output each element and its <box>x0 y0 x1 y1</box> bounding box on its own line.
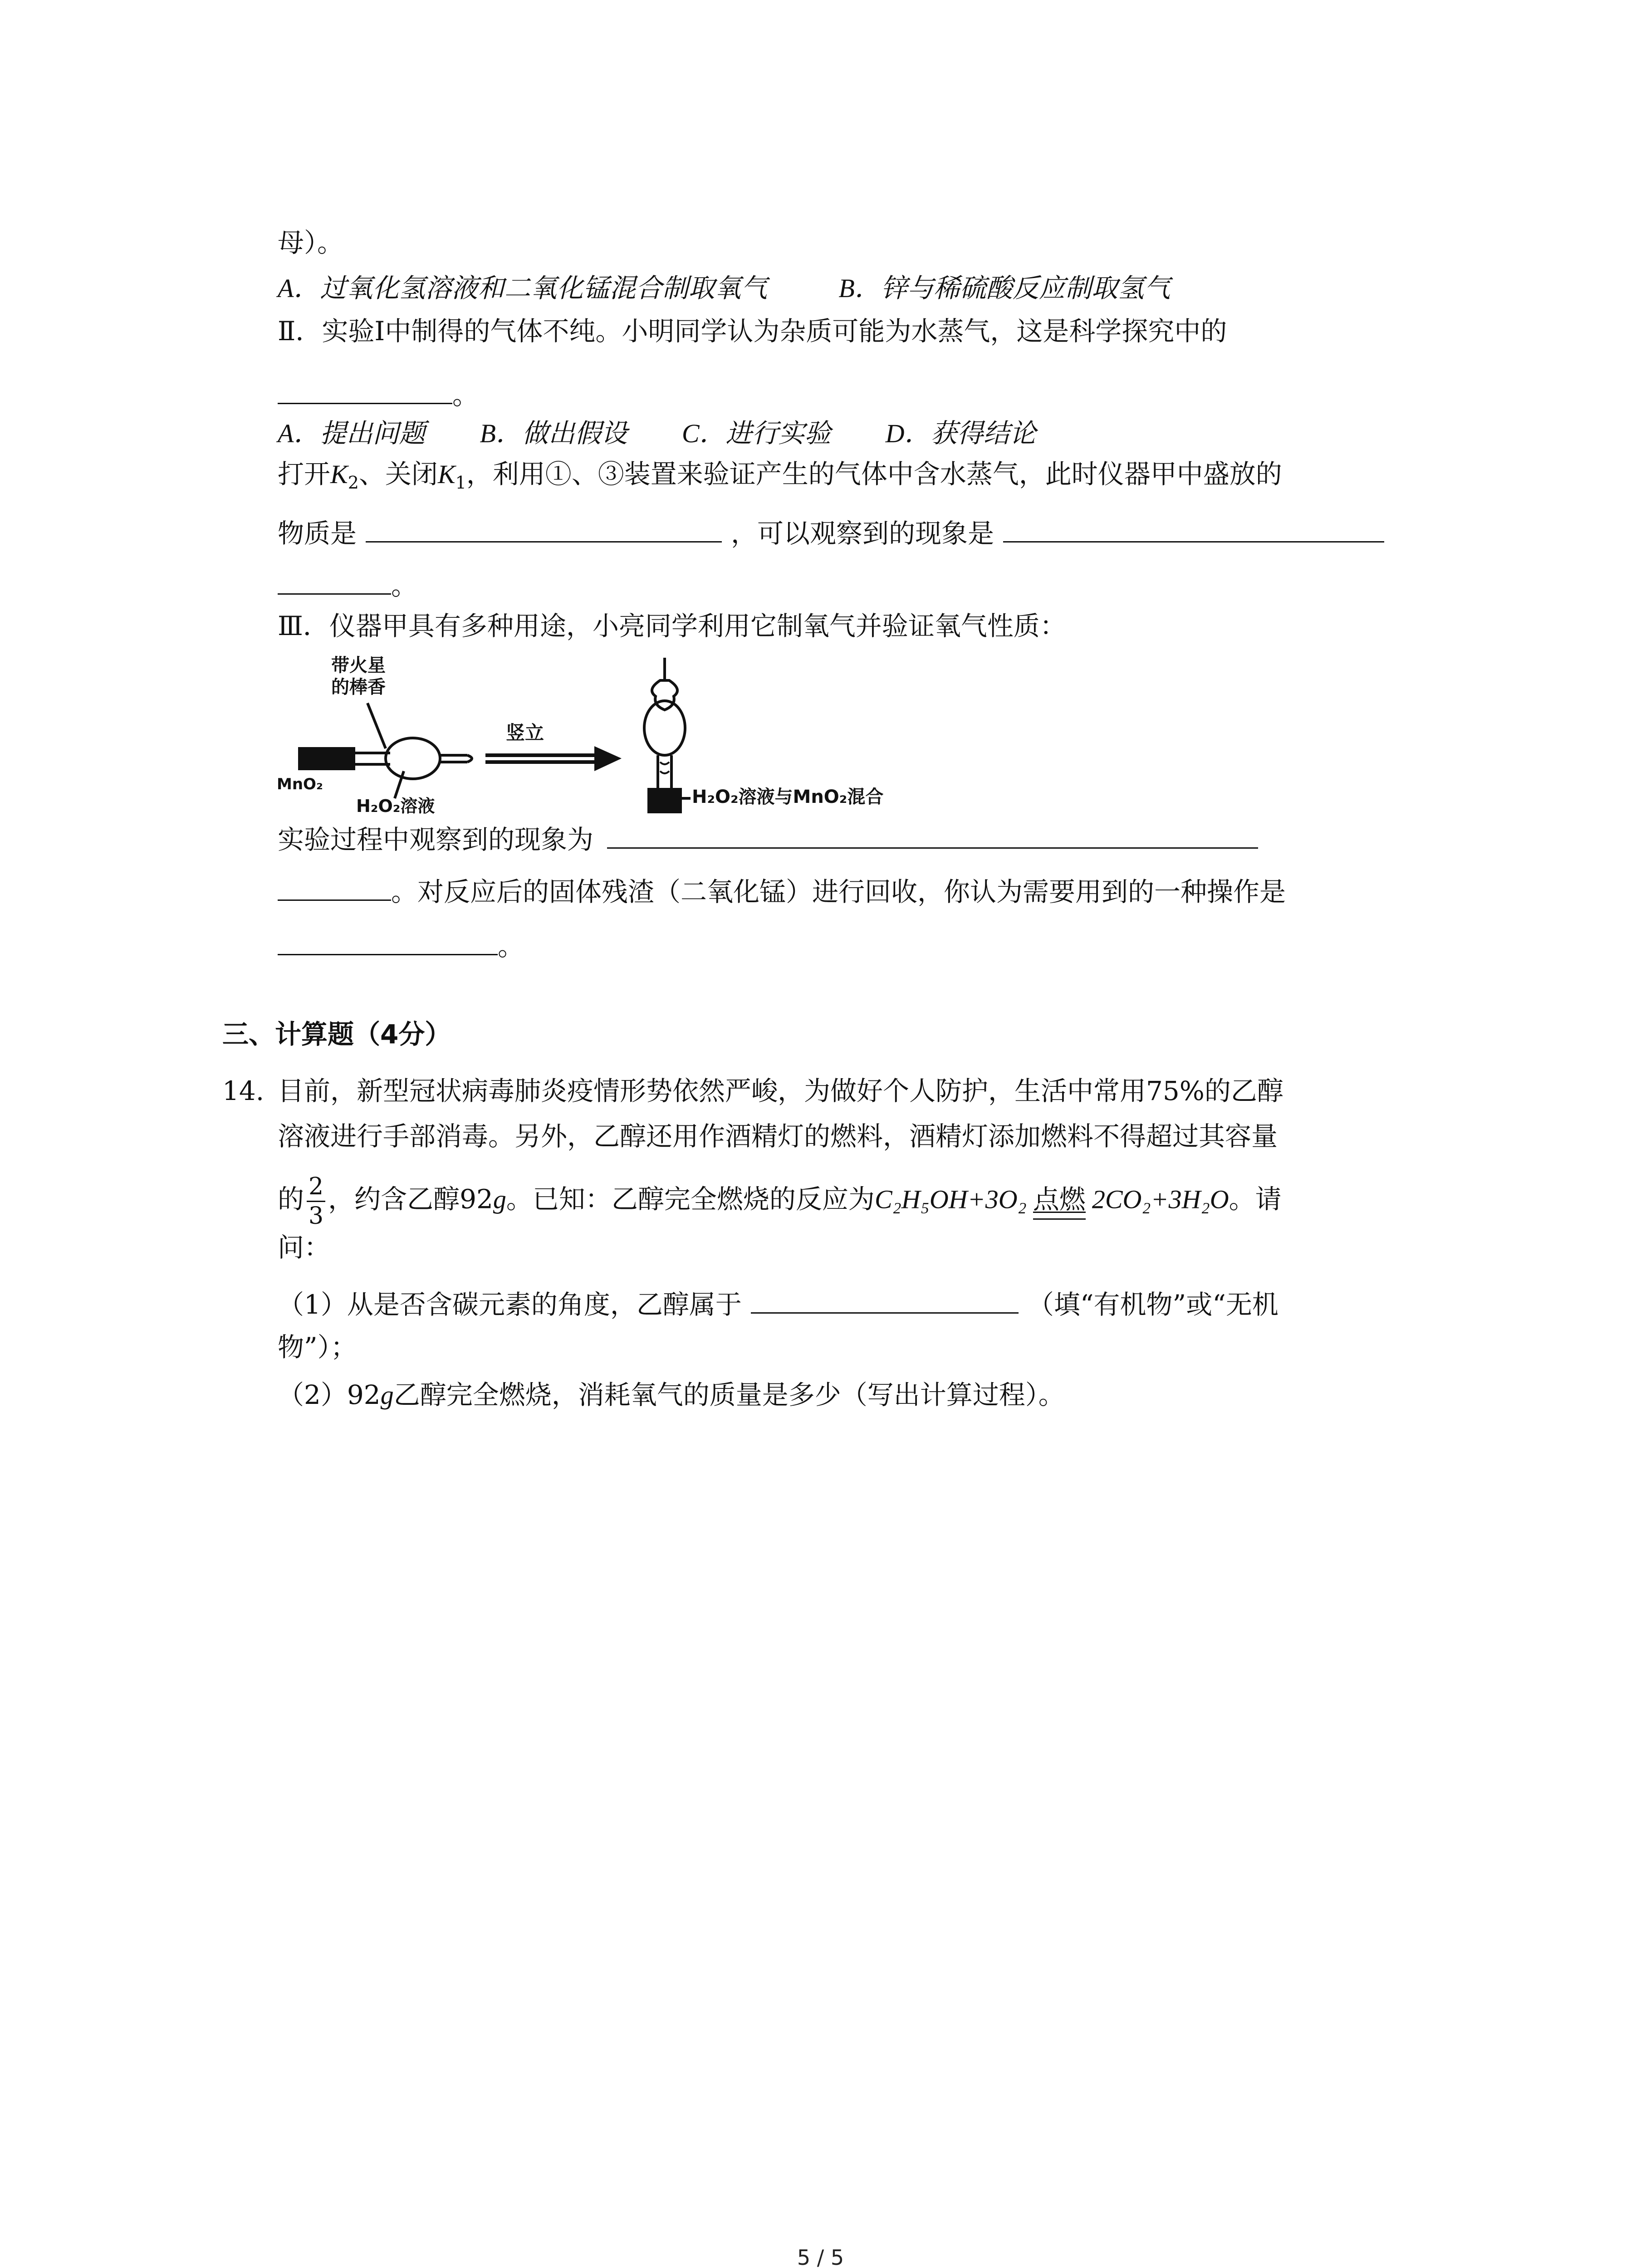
blank-line <box>278 928 524 962</box>
figure-label-splint-2: 的棒香 <box>331 677 386 698</box>
operation-blank[interactable] <box>278 928 498 955</box>
text: （2）92 <box>278 1379 381 1410</box>
figure-label-h2o2: H₂O₂溶液 <box>356 796 435 816</box>
choice-a: A．提出问题 <box>278 419 426 448</box>
q14-line-1 <box>222 1075 1283 1107</box>
substance-blank[interactable] <box>366 515 722 543</box>
fraction-numerator: 2 <box>307 1173 325 1202</box>
question-ii-text: Ⅱ．实验Ⅰ中制得的气体不纯。小明同学认为杂质可能为水蒸气，这是科学探究中的 <box>278 316 1227 347</box>
text: 乙醇完全燃烧，消耗氧气的质量是多少（写出计算过程）。 <box>393 1379 1065 1410</box>
text: 的 <box>278 1183 304 1215</box>
substance-line <box>278 515 1384 549</box>
recovery-line <box>278 873 1286 908</box>
figure-label-splint-1: 带火星 <box>331 655 386 676</box>
text: 打开 <box>278 459 331 489</box>
q14-line-4: 问： <box>278 1232 331 1263</box>
option-b: B．锌与稀硫酸反应制取氢气 <box>838 274 1171 303</box>
text: （填“有机物”或“无机 <box>1027 1289 1279 1320</box>
punct: 。 <box>498 931 524 962</box>
organic-blank[interactable] <box>751 1286 1019 1314</box>
equation-products: 2CO₂+3H₂O <box>1092 1184 1229 1214</box>
fraction-two-thirds <box>307 1173 325 1230</box>
unit-g: g <box>380 1380 394 1410</box>
line-continuation: 母）。 <box>278 227 344 258</box>
blank-line <box>278 376 479 411</box>
k1-sub: 1 <box>455 473 466 493</box>
figure-label-mixture: H₂O₂溶液与MnO₂混合 <box>692 787 884 807</box>
text: 实验过程中观察到的现象为 <box>278 824 594 855</box>
arrow-icon <box>485 746 622 771</box>
option-a: A．过氧化氢溶液和二氧化锰混合制取氧气 <box>278 274 768 303</box>
q14-line-2: 溶液进行手部消毒。另外，乙醇还用作酒精灯的燃料，酒精灯添加燃料不得超过其容量 <box>278 1121 1278 1152</box>
choice-b: B．做出假设 <box>480 419 627 448</box>
choice-c: C．进行实验 <box>681 419 831 448</box>
phenomenon-blank-cont[interactable] <box>278 567 391 595</box>
text: 。对反应后的固体残渣（二氧化锰）进行回收，你认为需要用到的一种操作是 <box>391 876 1286 907</box>
observation-line <box>278 821 1258 855</box>
unit-g: g <box>493 1184 506 1214</box>
choice-line <box>278 417 1090 450</box>
text: ，可以观察到的现象是 <box>731 518 994 549</box>
question-number: 14. <box>222 1075 265 1106</box>
reaction-condition <box>1033 1183 1086 1215</box>
punct: 。 <box>391 570 418 601</box>
choice-d: D．获得结论 <box>885 419 1036 448</box>
k1-symbol: K <box>437 459 456 489</box>
fraction-denominator: 3 <box>309 1202 324 1230</box>
blank-line <box>278 567 417 601</box>
k2-sub: 2 <box>348 473 359 493</box>
text: （1）从是否含碳元素的角度，乙醇属于 <box>278 1289 742 1320</box>
question-iii-text: Ⅲ．仪器甲具有多种用途，小亮同学利用它制氧气并验证氧气性质： <box>278 611 1066 641</box>
answer-blank[interactable] <box>278 376 452 404</box>
q14-part-1-cont: 物”）； <box>278 1332 357 1363</box>
horizontal-apparatus-icon <box>299 703 472 798</box>
figure-label-mno2: MnO₂ <box>277 775 323 793</box>
text: ，利用①、③装置来验证产生的气体中含水蒸气，此时仪器甲中盛放的 <box>466 459 1282 489</box>
k2-symbol: K <box>330 459 348 489</box>
double-line <box>1033 1212 1086 1220</box>
q14-part-1 <box>278 1286 1279 1320</box>
punct: 。 <box>452 380 479 411</box>
observation-blank-cont[interactable] <box>278 873 391 901</box>
condition-label: 点燃 <box>1033 1183 1086 1215</box>
section-heading: 三、计算题（4分） <box>222 1019 451 1050</box>
text: 。已知：乙醇完全燃烧的反应为 <box>506 1183 875 1215</box>
text: 、关闭 <box>358 459 438 489</box>
q14-line-3 <box>278 1173 1282 1230</box>
text: 。请 <box>1229 1183 1282 1215</box>
option-line <box>278 272 1171 304</box>
instruction-line <box>278 458 1282 499</box>
phenomenon-blank[interactable] <box>1003 515 1384 543</box>
figure-label-upright: 竖立 <box>506 722 544 744</box>
equation-reactants: C₂H₅OH+3O₂ <box>874 1184 1027 1214</box>
upright-apparatus-icon <box>644 658 691 812</box>
apparatus-figure <box>277 653 966 816</box>
page-number: 5 / 5 <box>797 2245 844 2268</box>
text: 目前，新型冠状病毒肺炎疫情形势依然严峻，为做好个人防护，生活中常用75%的乙醇 <box>278 1075 1283 1106</box>
observation-blank[interactable] <box>607 821 1258 849</box>
text: ，约含乙醇92 <box>328 1183 493 1215</box>
text: 物质是 <box>278 518 357 549</box>
q14-part-2 <box>278 1379 1065 1411</box>
